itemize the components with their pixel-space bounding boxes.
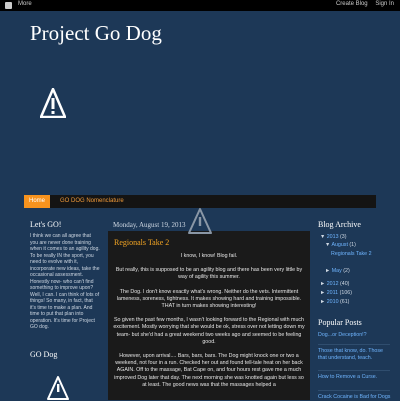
post-paragraph: But really, this is supposed to be an agility blog and there has been very little by way of agility this summer. — [115, 267, 303, 281]
blog-title[interactable]: Project Go Dog — [30, 21, 162, 45]
divider — [318, 344, 390, 345]
blog-archive-heading: Blog Archive — [318, 220, 361, 229]
warning-triangle-icon — [40, 88, 66, 118]
expand-toggle-icon[interactable]: ► — [320, 281, 326, 287]
archive-year-2012[interactable] — [320, 281, 349, 287]
archive-label[interactable]: 2012 — [326, 281, 339, 287]
warning-triangle-icon — [188, 208, 212, 234]
post-paragraph: I know, I know! Blog fail. — [180, 253, 238, 259]
archive-count: (40) — [340, 281, 350, 287]
archive-year-2011[interactable] — [320, 290, 352, 296]
post-body — [112, 253, 306, 396]
lets-go-heading: Let's GO! — [30, 220, 62, 229]
post-date: Monday, August 19, 2013 — [113, 221, 186, 229]
lets-go-text: I think we can all agree that you are never done training when it comes to an agility dog. To be really IN the sport, you need to evolve with it, incorporate new ideas, take the occasional assessment. Honestly now- who can't find something to improve upon? Well, I can. I can think of lots of things! So many, in fact, that it's time to make a plan. And time to put that plan into operation. It's time for Project GO dog. — [30, 233, 100, 330]
post-paragraph: So given the past few months, I wasn't looking forward to the Regional with much excitement. Mostly worrying that she would be ok, stress over not letting down my team- but she'd had a great weekend two weeks ago and seemed to be feeling good. — [113, 317, 305, 345]
go-dog-heading: GO Dog — [30, 350, 58, 359]
popular-posts-heading: Popular Posts — [318, 318, 362, 327]
expand-toggle-icon[interactable]: ▼ — [320, 234, 326, 240]
popular-post-link[interactable]: Those that know, do. Those that understand, teach. — [318, 348, 383, 361]
archive-post-link[interactable]: Regionals Take 2 — [331, 251, 372, 257]
archive-year-2013[interactable] — [320, 234, 347, 240]
expand-toggle-icon[interactable]: ► — [320, 299, 326, 305]
create-blog-link[interactable]: Create Blog — [335, 1, 368, 7]
tab-home[interactable]: Home — [24, 195, 50, 208]
expand-toggle-icon[interactable]: ► — [325, 268, 331, 274]
archive-count: (2) — [343, 268, 350, 274]
more-link[interactable]: More — [18, 1, 32, 7]
tab-go-dog-nomenclature[interactable]: GO DOG Nomenclature — [60, 198, 124, 204]
google-plus-icon[interactable] — [5, 2, 12, 9]
archive-month-may[interactable] — [325, 268, 350, 274]
archive-count: (106) — [339, 290, 352, 296]
archive-label[interactable]: 2010 — [326, 299, 339, 305]
left-sidebar — [30, 220, 100, 359]
right-sidebar — [318, 220, 398, 400]
popular-post-link[interactable]: Crack Cocaine is Bad for Dogs — [318, 394, 391, 400]
page-tabs — [24, 195, 376, 208]
post-paragraph: However, upon arrival.... Bars, bars, bars. The Dog might knock one or two a weekend, not four in a run. Checked her out and found tell-tale heat on her back AGAIN. Off to the massage, Bat Cape on, and four hours rest gave me a much improved Dog later that day. The next morning she was knotted again but less so at least. The good news was that the massages helped a — [114, 353, 304, 388]
archive-label[interactable]: 2011 — [326, 290, 339, 296]
popular-post-link[interactable]: How to Remove a Curse. — [318, 374, 378, 380]
archive-post-regionals-take-2[interactable] — [331, 251, 387, 258]
post-title[interactable]: Regionals Take 2 — [114, 238, 170, 247]
sign-in-link[interactable]: Sign In — [375, 1, 394, 7]
warning-triangle-icon — [47, 376, 69, 400]
blogger-navbar — [0, 0, 400, 11]
divider — [318, 390, 390, 391]
archive-count: (61) — [340, 299, 350, 305]
archive-label[interactable]: August — [331, 242, 348, 248]
blog-post — [108, 231, 310, 400]
navbar-links — [330, 1, 394, 7]
expand-toggle-icon[interactable]: ▼ — [325, 242, 331, 248]
archive-year-2010[interactable] — [320, 299, 349, 305]
expand-toggle-icon[interactable]: ► — [320, 290, 326, 296]
archive-month-august[interactable] — [325, 242, 356, 248]
popular-post-link[interactable]: Dog...or Deception!? — [318, 332, 367, 338]
post-paragraph: The Dog. I don't know exactly what's wrong. Neither do the vets. Intermittent lameness, soreness, tightness. It makes showing hard and training impossible. THAT in turn makes showing interesting! — [116, 288, 302, 310]
archive-count: (3) — [340, 234, 347, 240]
divider — [318, 370, 390, 371]
archive-label[interactable]: 2013 — [326, 234, 339, 240]
archive-label[interactable]: May — [331, 268, 342, 274]
archive-count: (1) — [349, 242, 356, 248]
